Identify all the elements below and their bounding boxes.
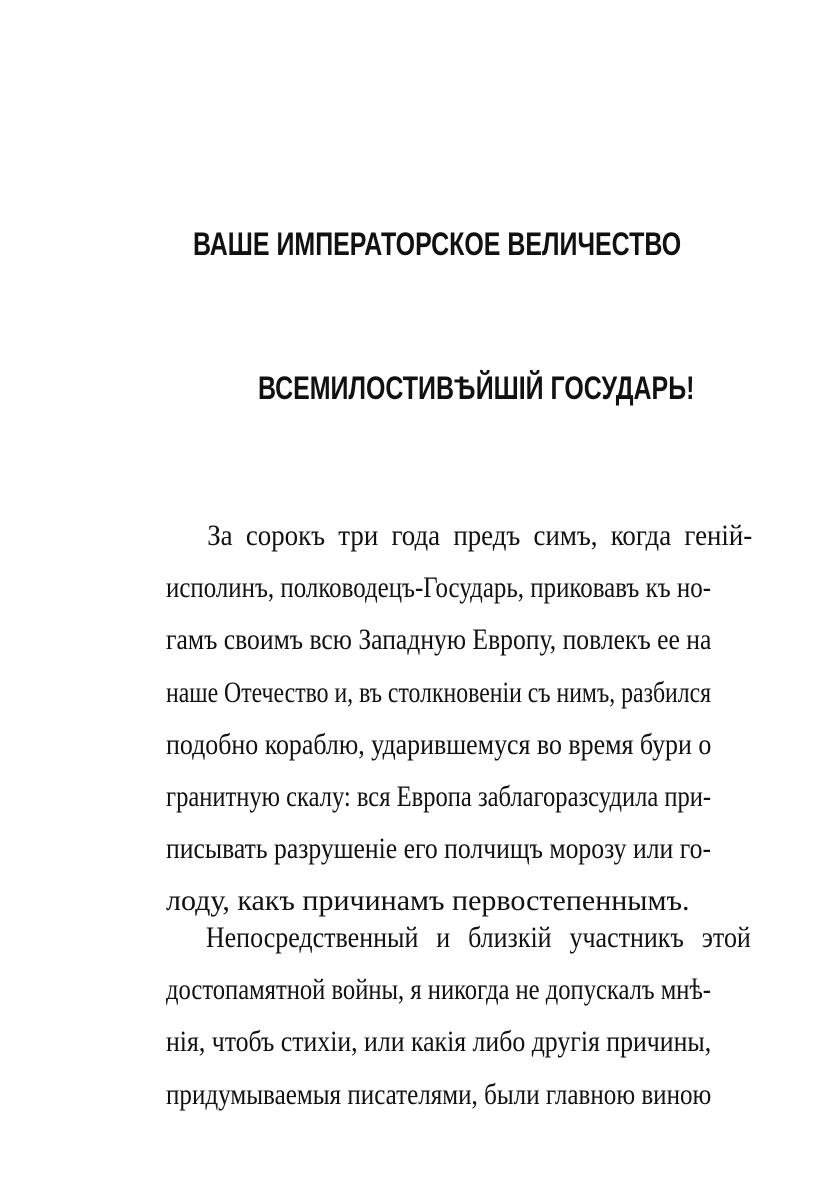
address-heading: ВАШЕ ИМПЕРАТОРСКОЕ ВЕЛИЧЕСТВО bbox=[193, 226, 682, 262]
text-line: нія, чтобъ стихіи, или какія либо другія причины, bbox=[166, 1025, 712, 1059]
text-line: придумываемыя писателями, были главною виною bbox=[166, 1077, 712, 1111]
paragraph-1 bbox=[166, 510, 753, 928]
salutation-heading: ВСЕМИЛОСТИВѢЙШІЙ ГОСУДАРЬ! bbox=[258, 370, 695, 406]
text-line: лоду, какъ причинамъ первостепеннымъ. bbox=[166, 884, 690, 918]
paragraph-2 bbox=[166, 912, 751, 1121]
text-line: гамъ своимъ всю Западную Европу, повлекъ ее на bbox=[166, 623, 712, 657]
text-line: исполинъ, полководецъ-Государь, приковавъ къ но- bbox=[166, 571, 711, 605]
text-line: гранитную скалу: вся Европа заблагоразсудила при- bbox=[166, 779, 712, 813]
text-line: Непосредственный и близкій участникъ этой bbox=[205, 921, 751, 954]
text-line: достопамятной войны, я никогда не допускалъ мнѣ- bbox=[166, 973, 711, 1007]
text-line: За сорокъ три года предъ симъ, когда геній- bbox=[207, 519, 753, 552]
text-line: наше Отечество и, въ столкновеніи съ нимъ, разбился bbox=[166, 675, 712, 709]
text-line: подобно кораблю, ударившемуся во время бури о bbox=[166, 727, 712, 761]
text-line: писывать разрушеніе его полчищъ морозу или го- bbox=[166, 832, 711, 866]
